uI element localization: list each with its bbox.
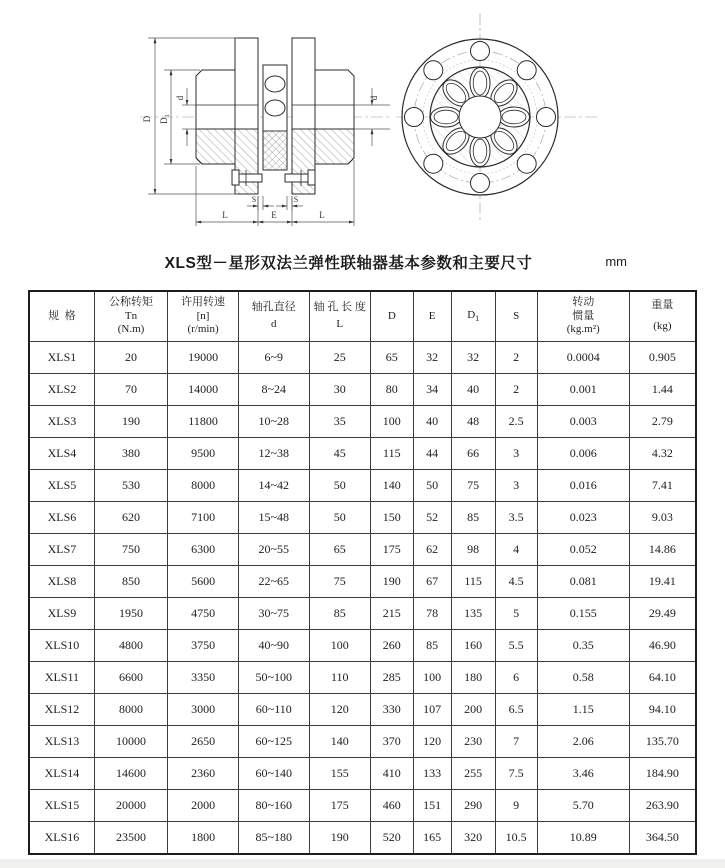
table-cell: 10000 <box>94 726 167 758</box>
table-cell: 64.10 <box>629 662 696 694</box>
table-cell: 12~38 <box>238 438 309 470</box>
table-cell: 380 <box>94 438 167 470</box>
table-cell: 2 <box>495 342 537 374</box>
table-cell: 8000 <box>168 470 239 502</box>
table-cell: 4 <box>495 534 537 566</box>
table-cell: 135 <box>451 598 495 630</box>
col-header-torque: 公称转矩 Tn (N.m) <box>94 291 167 342</box>
table-cell: 3.5 <box>495 502 537 534</box>
table-cell: 190 <box>94 406 167 438</box>
table-cell: 5.5 <box>495 630 537 662</box>
table-cell: 20 <box>94 342 167 374</box>
page-title: XLS型－星形双法兰弹性联轴器基本参数和主要尺寸 <box>164 255 533 272</box>
table-cell: 40 <box>451 374 495 406</box>
table-row <box>29 758 696 790</box>
table-cell: 32 <box>451 342 495 374</box>
table-cell: XLS14 <box>29 758 94 790</box>
table-cell: XLS7 <box>29 534 94 566</box>
table-cell: 3 <box>495 470 537 502</box>
table-cell: 165 <box>413 822 451 855</box>
table-cell: 98 <box>451 534 495 566</box>
table-cell: XLS8 <box>29 566 94 598</box>
table-cell: 3 <box>495 438 537 470</box>
table-cell: 2000 <box>168 790 239 822</box>
table-cell: 19.41 <box>629 566 696 598</box>
table-cell: XLS4 <box>29 438 94 470</box>
table-cell: 1.15 <box>537 694 629 726</box>
table-cell: 0.052 <box>537 534 629 566</box>
table-cell: 14000 <box>168 374 239 406</box>
table-row <box>29 662 696 694</box>
table-row <box>29 438 696 470</box>
table-cell: 460 <box>370 790 413 822</box>
table-cell: 260 <box>370 630 413 662</box>
table-cell: 4.5 <box>495 566 537 598</box>
table-cell: 410 <box>370 758 413 790</box>
table-cell: 175 <box>370 534 413 566</box>
table-cell: 100 <box>370 406 413 438</box>
table-cell: 20~55 <box>238 534 309 566</box>
table-cell: 330 <box>370 694 413 726</box>
table-cell: 151 <box>413 790 451 822</box>
table-cell: 85 <box>451 502 495 534</box>
table-cell: 48 <box>451 406 495 438</box>
table-cell: 7100 <box>168 502 239 534</box>
table-cell: 50 <box>413 470 451 502</box>
table-cell: 255 <box>451 758 495 790</box>
dim-label-D: D <box>142 115 152 123</box>
table-cell: 620 <box>94 502 167 534</box>
table-cell: 10.5 <box>495 822 537 855</box>
table-cell: 120 <box>413 726 451 758</box>
table-row <box>29 566 696 598</box>
table-cell: 133 <box>413 758 451 790</box>
table-cell: XLS12 <box>29 694 94 726</box>
table-cell: 60~140 <box>238 758 309 790</box>
table-cell: 14600 <box>94 758 167 790</box>
table-row <box>29 470 696 502</box>
table-cell: 10.89 <box>537 822 629 855</box>
table-cell: 11800 <box>168 406 239 438</box>
col-header-D1: $D_1$ <box>451 291 495 342</box>
table-cell: 7 <box>495 726 537 758</box>
table-cell: 370 <box>370 726 413 758</box>
table-row <box>29 790 696 822</box>
table-cell: 0.006 <box>537 438 629 470</box>
table-cell: 6.5 <box>495 694 537 726</box>
table-cell: 40~90 <box>238 630 309 662</box>
table-cell: 9500 <box>168 438 239 470</box>
col-header-bore-diameter: 轴孔直径 d <box>238 291 309 342</box>
table-cell: 65 <box>309 534 370 566</box>
table-cell: 200 <box>451 694 495 726</box>
table-cell: 40 <box>413 406 451 438</box>
table-cell: 23500 <box>94 822 167 855</box>
table-cell: 4.32 <box>629 438 696 470</box>
table-cell: 850 <box>94 566 167 598</box>
table-cell: 20000 <box>94 790 167 822</box>
table-cell: 0.905 <box>629 342 696 374</box>
dim-label-L-right: L <box>319 210 325 220</box>
table-cell: XLS9 <box>29 598 94 630</box>
table-cell: 60~110 <box>238 694 309 726</box>
table-header-row <box>29 291 696 342</box>
table-cell: 0.016 <box>537 470 629 502</box>
table-cell: 75 <box>309 566 370 598</box>
table-cell: 45 <box>309 438 370 470</box>
table-body <box>29 342 696 855</box>
table-cell: 85~180 <box>238 822 309 855</box>
table-cell: 6600 <box>94 662 167 694</box>
col-header-E: E <box>413 291 451 342</box>
table-cell: 530 <box>94 470 167 502</box>
table-cell: 180 <box>451 662 495 694</box>
table-cell: 175 <box>309 790 370 822</box>
table-cell: 115 <box>451 566 495 598</box>
table-cell: 14~42 <box>238 470 309 502</box>
table-cell: 285 <box>370 662 413 694</box>
table-cell: 2.79 <box>629 406 696 438</box>
table-cell: 3.46 <box>537 758 629 790</box>
table-cell: 215 <box>370 598 413 630</box>
dim-label-S-left: S <box>251 195 257 204</box>
dim-label-d-left: d <box>175 95 185 101</box>
table-cell: 9 <box>495 790 537 822</box>
table-cell: 520 <box>370 822 413 855</box>
table-cell: 6~9 <box>238 342 309 374</box>
table-row <box>29 502 696 534</box>
table-row <box>29 694 696 726</box>
table-cell: XLS16 <box>29 822 94 855</box>
table-cell: 70 <box>94 374 167 406</box>
table-row <box>29 598 696 630</box>
table-cell: 6 <box>495 662 537 694</box>
table-cell: XLS2 <box>29 374 94 406</box>
table-cell: 10~28 <box>238 406 309 438</box>
table-cell: 115 <box>370 438 413 470</box>
table-cell: 230 <box>451 726 495 758</box>
table-cell: 155 <box>309 758 370 790</box>
table-cell: 750 <box>94 534 167 566</box>
table-cell: 5 <box>495 598 537 630</box>
table-cell: 34 <box>413 374 451 406</box>
table-cell: 3000 <box>168 694 239 726</box>
table-cell: 2.5 <box>495 406 537 438</box>
table-cell: 32 <box>413 342 451 374</box>
table-cell: 78 <box>413 598 451 630</box>
col-header-inertia: 转动 惯量 (kg.m²) <box>537 291 629 342</box>
col-header-spec: 规 格 <box>29 291 94 342</box>
table-cell: 29.49 <box>629 598 696 630</box>
table-cell: 35 <box>309 406 370 438</box>
table-cell: 30~75 <box>238 598 309 630</box>
table-cell: 25 <box>309 342 370 374</box>
unit-label: mm <box>605 254 627 269</box>
dim-label-L-left: L <box>222 210 228 220</box>
table-cell: 5.70 <box>537 790 629 822</box>
table-cell: 2.06 <box>537 726 629 758</box>
table-cell: 19000 <box>168 342 239 374</box>
table-cell: 15~48 <box>238 502 309 534</box>
table-cell: 46.90 <box>629 630 696 662</box>
table-cell: 85 <box>413 630 451 662</box>
spec-table <box>28 290 697 855</box>
table-cell: 3350 <box>168 662 239 694</box>
table-cell: XLS1 <box>29 342 94 374</box>
table-cell: 110 <box>309 662 370 694</box>
table-cell: XLS6 <box>29 502 94 534</box>
table-cell: 22~65 <box>238 566 309 598</box>
table-cell: 0.023 <box>537 502 629 534</box>
dim-label-S-right: S <box>293 195 299 204</box>
spec-table-container <box>28 290 697 855</box>
table-cell: 8000 <box>94 694 167 726</box>
table-cell: 135.70 <box>629 726 696 758</box>
table-cell: 66 <box>451 438 495 470</box>
table-cell: XLS5 <box>29 470 94 502</box>
col-header-S: S <box>495 291 537 342</box>
table-row <box>29 822 696 855</box>
table-cell: 7.41 <box>629 470 696 502</box>
table-row <box>29 726 696 758</box>
table-cell: 4750 <box>168 598 239 630</box>
table-cell: 290 <box>451 790 495 822</box>
table-cell: XLS15 <box>29 790 94 822</box>
col-header-weight: 重量 (kg) <box>629 291 696 342</box>
table-cell: 263.90 <box>629 790 696 822</box>
table-cell: 184.90 <box>629 758 696 790</box>
table-cell: 320 <box>451 822 495 855</box>
table-cell: 2 <box>495 374 537 406</box>
table-cell: 150 <box>370 502 413 534</box>
table-cell: 0.003 <box>537 406 629 438</box>
table-cell: 52 <box>413 502 451 534</box>
table-cell: 0.081 <box>537 566 629 598</box>
table-cell: XLS3 <box>29 406 94 438</box>
table-cell: 140 <box>309 726 370 758</box>
table-cell: XLS13 <box>29 726 94 758</box>
table-cell: 0.35 <box>537 630 629 662</box>
table-cell: 5600 <box>168 566 239 598</box>
table-cell: 8~24 <box>238 374 309 406</box>
table-cell: 2360 <box>168 758 239 790</box>
table-cell: 100 <box>413 662 451 694</box>
table-cell: 4800 <box>94 630 167 662</box>
table-cell: 2650 <box>168 726 239 758</box>
table-cell: 3750 <box>168 630 239 662</box>
table-cell: 94.10 <box>629 694 696 726</box>
table-row <box>29 374 696 406</box>
table-cell: 85 <box>309 598 370 630</box>
dim-label-E: E <box>271 210 277 220</box>
table-cell: 7.5 <box>495 758 537 790</box>
table-cell: 100 <box>309 630 370 662</box>
table-cell: 190 <box>309 822 370 855</box>
table-cell: 80 <box>370 374 413 406</box>
table-cell: XLS10 <box>29 630 94 662</box>
table-cell: 50 <box>309 470 370 502</box>
table-cell: 0.0004 <box>537 342 629 374</box>
table-cell: 44 <box>413 438 451 470</box>
col-header-speed: 许用转速 [n] (r/min) <box>168 291 239 342</box>
table-cell: 140 <box>370 470 413 502</box>
table-cell: 14.86 <box>629 534 696 566</box>
table-row <box>29 534 696 566</box>
table-cell: 1.44 <box>629 374 696 406</box>
table-cell: 1950 <box>94 598 167 630</box>
table-cell: 0.001 <box>537 374 629 406</box>
table-cell: 80~160 <box>238 790 309 822</box>
table-cell: 107 <box>413 694 451 726</box>
table-row <box>29 406 696 438</box>
section-view <box>196 38 354 194</box>
table-cell: 0.155 <box>537 598 629 630</box>
col-header-D: D <box>370 291 413 342</box>
table-cell: 160 <box>451 630 495 662</box>
table-cell: 120 <box>309 694 370 726</box>
table-cell: 30 <box>309 374 370 406</box>
table-cell: 65 <box>370 342 413 374</box>
table-cell: XLS11 <box>29 662 94 694</box>
table-cell: 60~125 <box>238 726 309 758</box>
table-cell: 1800 <box>168 822 239 855</box>
table-cell: 67 <box>413 566 451 598</box>
technical-drawing <box>0 0 725 246</box>
table-cell: 0.58 <box>537 662 629 694</box>
dim-label-D1: $D_1$ <box>159 114 171 124</box>
table-row <box>29 342 696 374</box>
table-cell: 62 <box>413 534 451 566</box>
table-cell: 364.50 <box>629 822 696 855</box>
table-row <box>29 630 696 662</box>
table-cell: 9.03 <box>629 502 696 534</box>
dim-label-d-right: d <box>369 95 379 101</box>
table-cell: 50 <box>309 502 370 534</box>
table-cell: 75 <box>451 470 495 502</box>
page-bottom-strip <box>0 859 725 868</box>
col-header-bore-length: 轴 孔 长 度 L <box>309 291 370 342</box>
table-cell: 190 <box>370 566 413 598</box>
table-cell: 50~100 <box>238 662 309 694</box>
table-cell: 6300 <box>168 534 239 566</box>
